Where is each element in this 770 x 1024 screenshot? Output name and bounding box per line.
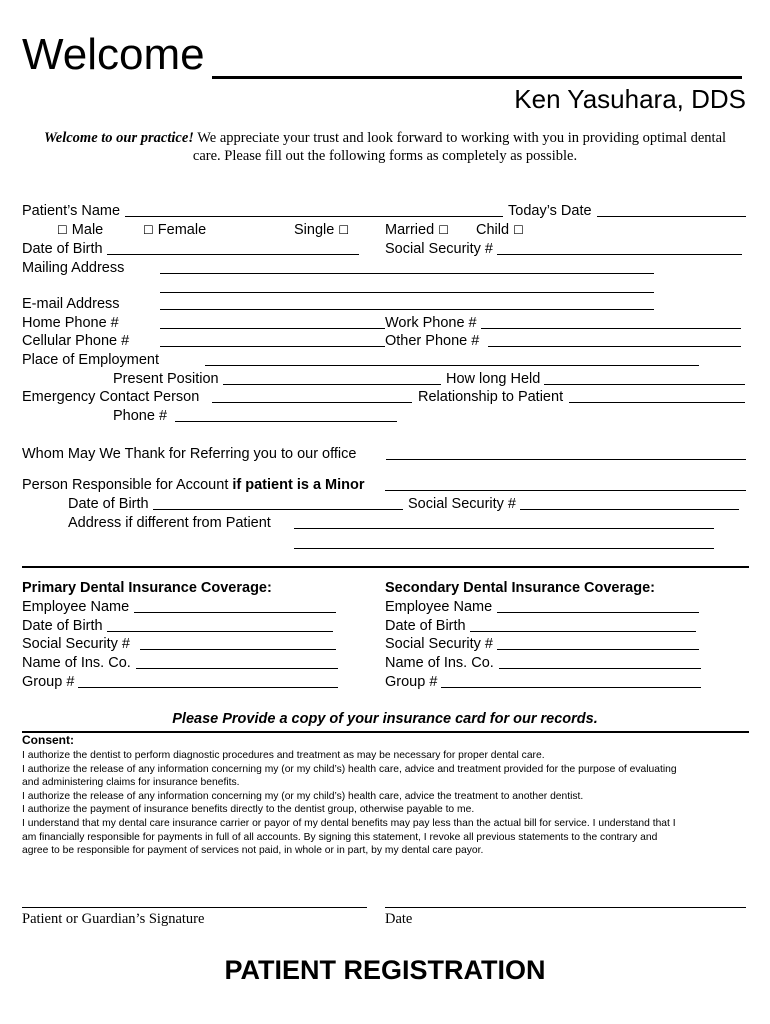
mailing-address-field-2[interactable]	[160, 292, 654, 293]
male-checkbox[interactable]: ☐	[57, 223, 68, 237]
signature-field[interactable]	[22, 907, 367, 908]
emergency-phone-label: Phone #	[113, 408, 168, 424]
intro-line-2: care. Please fill out the following forms as completely as possible.	[192, 148, 578, 164]
primary-employee-label: Employee Name	[22, 599, 130, 615]
male-option[interactable]	[57, 222, 103, 239]
form-title: PATIENT REGISTRATION	[224, 955, 546, 985]
consent-line: am financially responsible for payments in full of all accounts. By signing this statement, I revoke all previous statements to the contrary and	[22, 831, 658, 843]
secondary-insurance-title: Secondary Dental Insurance Coverage:	[385, 580, 655, 596]
primary-company-field[interactable]	[136, 668, 338, 669]
responsible-ssn-label: Social Security #	[408, 496, 516, 512]
responsible-label-plain: Person Responsible for Account	[22, 477, 233, 493]
primary-group-field[interactable]	[78, 687, 338, 688]
consent-line: I authorize the payment of insurance benefits directly to the dentist group, otherwise payable to me.	[22, 804, 475, 816]
responsible-field[interactable]	[385, 490, 746, 491]
consent-line: I authorize the release of any information concerning my (or my child’s) health care, advice the treatment to another dentist.	[22, 790, 584, 802]
responsible-label	[22, 477, 365, 494]
primary-dob-field[interactable]	[107, 631, 333, 632]
consent-line: I authorize the release of any information concerning my (or my child’s) health care, advice and treatment provided for the purpose of evaluating	[22, 763, 677, 775]
insurance-card-note: Please Provide a copy of your insurance card for our records.	[172, 711, 598, 727]
responsible-address-field-2[interactable]	[294, 548, 714, 549]
other-phone-label: Other Phone #	[385, 333, 480, 349]
consent-line: agree to be responsible for payment of services not paid, in whole or in part, by my dental care payor.	[22, 845, 484, 857]
other-phone-field[interactable]	[488, 346, 741, 347]
married-checkbox[interactable]: ☐	[438, 223, 449, 237]
work-phone-label: Work Phone #	[385, 315, 477, 331]
section-divider-insurance	[22, 566, 749, 568]
welcome-underline	[212, 76, 742, 79]
secondary-employee-label: Employee Name	[385, 599, 493, 615]
emergency-phone-field[interactable]	[175, 421, 397, 422]
signature-date-label: Date	[385, 911, 413, 927]
email-label: E-mail Address	[22, 296, 120, 312]
child-option[interactable]	[476, 222, 524, 239]
email-field[interactable]	[160, 309, 654, 310]
secondary-group-field[interactable]	[441, 687, 701, 688]
how-long-label: How long Held	[446, 371, 541, 387]
single-option[interactable]	[294, 222, 349, 239]
employment-field[interactable]	[205, 365, 699, 366]
secondary-ssn-label: Social Security #	[385, 636, 493, 652]
patient-name-field[interactable]	[125, 216, 503, 217]
ssn-field[interactable]	[497, 254, 742, 255]
responsible-label-bold: if patient is a Minor	[232, 477, 365, 493]
welcome-heading: Welcome	[22, 30, 205, 79]
home-phone-label: Home Phone #	[22, 315, 119, 331]
primary-ssn-label: Social Security #	[22, 636, 130, 652]
relationship-label: Relationship to Patient	[418, 389, 564, 405]
consent-text	[22, 749, 677, 858]
mailing-address-field-1[interactable]	[160, 273, 654, 274]
ssn-label: Social Security #	[385, 241, 493, 257]
primary-ssn-field[interactable]	[140, 649, 336, 650]
primary-company-label: Name of Ins. Co.	[22, 655, 131, 671]
emergency-contact-field[interactable]	[212, 402, 412, 403]
referral-label: Whom May We Thank for Referring you to our office	[22, 446, 357, 462]
signature-date-field[interactable]	[385, 907, 746, 908]
work-phone-field[interactable]	[481, 328, 741, 329]
primary-insurance-title: Primary Dental Insurance Coverage:	[22, 580, 272, 596]
primary-dob-label: Date of Birth	[22, 618, 103, 634]
cell-phone-field[interactable]	[160, 346, 385, 347]
female-label: Female	[157, 222, 207, 238]
relationship-field[interactable]	[569, 402, 745, 403]
single-checkbox[interactable]: ☐	[338, 223, 350, 237]
secondary-ssn-field[interactable]	[497, 649, 699, 650]
employment-label: Place of Employment	[22, 352, 160, 368]
home-phone-field[interactable]	[160, 328, 385, 329]
intro-line-1	[0, 130, 770, 147]
consent-line: and administering claims for insurance benefits.	[22, 777, 240, 789]
secondary-group-label: Group #	[385, 674, 438, 690]
consent-line: I authorize the dentist to perform diagnostic procedures and treatment as may be necessary for proper dental care.	[22, 750, 545, 761]
how-long-field[interactable]	[544, 384, 745, 385]
primary-employee-field[interactable]	[134, 612, 336, 613]
responsible-ssn-field[interactable]	[520, 509, 739, 510]
female-option[interactable]	[143, 222, 206, 239]
responsible-address-field-1[interactable]	[294, 528, 714, 529]
primary-group-label: Group #	[22, 674, 75, 690]
female-checkbox[interactable]: ☐	[143, 223, 154, 237]
section-divider-consent	[22, 731, 749, 733]
emergency-contact-label: Emergency Contact Person	[22, 389, 200, 405]
secondary-company-field[interactable]	[499, 668, 701, 669]
secondary-employee-field[interactable]	[497, 612, 699, 613]
married-label: Married	[385, 222, 435, 238]
patient-name-label: Patient’s Name	[22, 203, 121, 219]
mailing-address-label: Mailing Address	[22, 260, 125, 276]
consent-line: I understand that my dental care insurance carrier or payor of my dental benefits may pay less than the actual bill for service. I understand that I	[22, 817, 676, 829]
position-field[interactable]	[223, 384, 441, 385]
dob-label: Date of Birth	[22, 241, 103, 257]
single-label: Single	[294, 222, 335, 238]
male-label: Male	[71, 222, 104, 238]
child-checkbox[interactable]: ☐	[513, 223, 524, 237]
todays-date-field[interactable]	[597, 216, 746, 217]
responsible-address-label: Address if different from Patient	[68, 515, 271, 531]
secondary-company-label: Name of Ins. Co.	[385, 655, 494, 671]
responsible-dob-field[interactable]	[153, 509, 403, 510]
secondary-dob-label: Date of Birth	[385, 618, 466, 634]
intro-bold: Welcome to our practice!	[43, 130, 194, 146]
signature-label: Patient or Guardian’s Signature	[22, 911, 205, 927]
responsible-dob-label: Date of Birth	[68, 496, 149, 512]
intro-rest: We appreciate your trust and look forward to working with you in providing optimal dental	[193, 130, 727, 146]
referral-field[interactable]	[386, 459, 746, 460]
cell-phone-label: Cellular Phone #	[22, 333, 130, 349]
todays-date-label: Today’s Date	[508, 203, 592, 219]
child-label: Child	[476, 222, 510, 238]
married-option[interactable]	[385, 222, 449, 239]
doctor-name: Ken Yasuhara, DDS	[514, 84, 746, 114]
position-label: Present Position	[113, 371, 219, 387]
secondary-dob-field[interactable]	[470, 631, 696, 632]
consent-title: Consent:	[22, 733, 74, 747]
dob-field[interactable]	[107, 254, 359, 255]
